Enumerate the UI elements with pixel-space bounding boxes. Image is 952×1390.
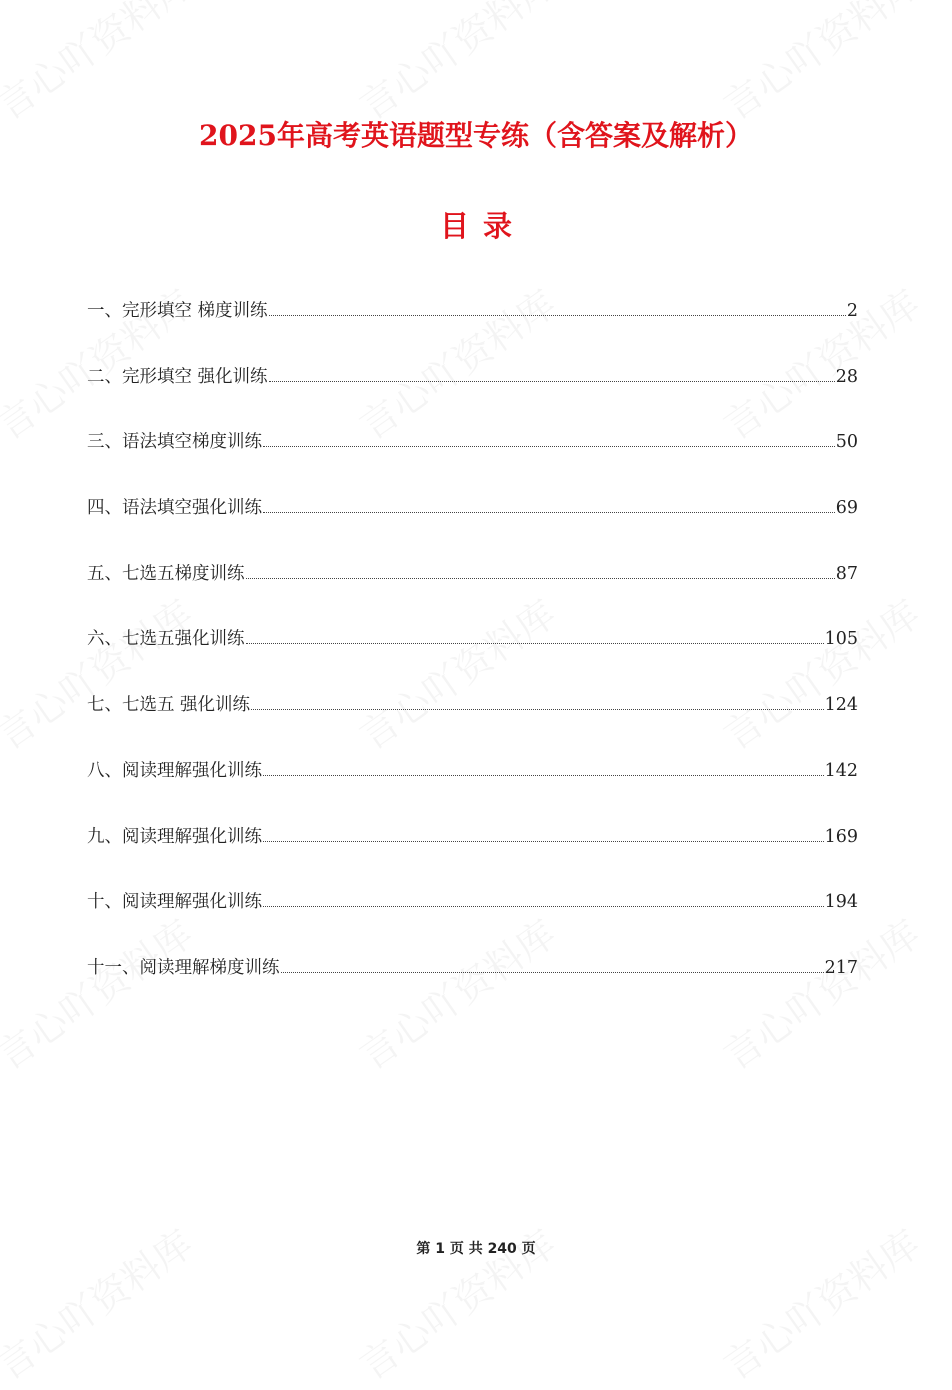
toc-entry-label: 五、七选五梯度训练	[87, 563, 245, 584]
toc-entry-page: 105	[824, 629, 858, 650]
toc-entry[interactable]	[87, 823, 858, 889]
page-footer: 第 1 页 共 240 页	[416, 1241, 536, 1257]
toc-entry-label: 七、七选五 强化训练	[87, 695, 251, 716]
toc-entry-label: 八、阅读理解强化训练	[87, 760, 262, 781]
toc-leader-dots	[269, 380, 835, 382]
toc-entry-label: 三、语法填空梯度训练	[87, 432, 262, 453]
toc-leader-dots	[263, 445, 835, 447]
toc-entry-page: 217	[824, 957, 858, 978]
toc-leader-dots	[263, 840, 824, 842]
toc-entry-page: 169	[824, 826, 858, 847]
toc-entry-page: 28	[835, 366, 858, 387]
toc-entry-page: 69	[835, 498, 858, 519]
toc-entry-page: 142	[824, 760, 858, 781]
toc-entry[interactable]	[87, 363, 858, 429]
document-title: 2025年高考英语题型专练（含答案及解析）	[199, 119, 753, 152]
toc-entry-label: 四、语法填空强化训练	[87, 498, 262, 519]
toc-entry[interactable]	[87, 691, 858, 757]
toc-entry[interactable]	[87, 757, 858, 823]
toc-entry-page: 124	[824, 695, 858, 716]
toc-entry-label: 二、完形填空 强化训练	[87, 366, 268, 387]
toc-entry-label: 十一、阅读理解梯度训练	[87, 957, 280, 978]
toc-entry[interactable]	[87, 297, 858, 363]
toc-entry[interactable]	[87, 888, 858, 954]
toc-leader-dots	[281, 971, 824, 973]
toc-leader-dots	[263, 905, 824, 907]
toc-entry-label: 九、阅读理解强化训练	[87, 826, 262, 847]
toc-entry-page: 2	[846, 301, 858, 321]
toc-entry[interactable]	[87, 954, 858, 1020]
toc-entry-page: 50	[835, 432, 858, 453]
watermark	[710, 0, 928, 130]
toc-entry-label: 一、完形填空 梯度训练	[87, 301, 268, 321]
watermark	[0, 0, 202, 130]
toc-entry[interactable]	[87, 625, 858, 691]
toc-leader-dots	[246, 642, 824, 644]
toc-heading: 目录	[439, 209, 526, 243]
toc-entry-label: 十、阅读理解强化训练	[87, 892, 262, 913]
toc-entry-page: 87	[835, 563, 858, 584]
toc-leader-dots	[263, 774, 824, 776]
toc-leader-dots	[263, 511, 835, 513]
toc-entry[interactable]	[87, 560, 858, 626]
watermark	[346, 0, 564, 130]
table-of-contents	[87, 297, 858, 1020]
toc-leader-dots	[246, 577, 835, 579]
toc-leader-dots	[269, 314, 846, 316]
toc-entry[interactable]	[87, 428, 858, 494]
toc-entry-label: 六、七选五强化训练	[87, 629, 245, 650]
toc-leader-dots	[251, 708, 824, 710]
toc-entry-page: 194	[824, 892, 858, 913]
toc-entry[interactable]	[87, 494, 858, 560]
